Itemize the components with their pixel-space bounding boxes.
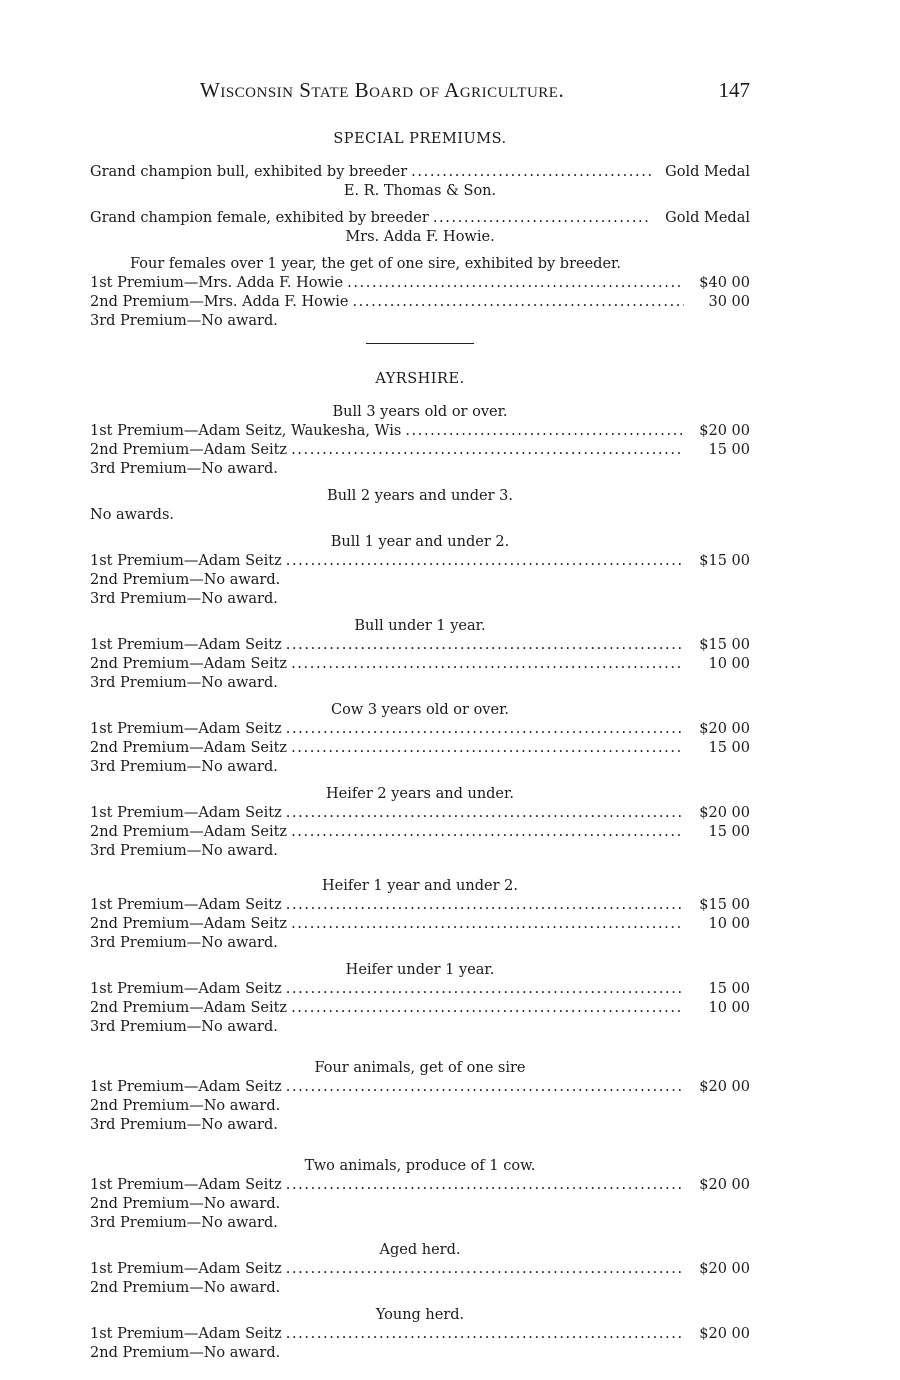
premium-row — [90, 1195, 750, 1214]
row-label: 2nd Premium—No award. — [90, 1345, 281, 1361]
dot-leader — [286, 552, 684, 571]
page-content — [90, 126, 750, 1369]
row-label: 2nd Premium—Adam Seitz — [90, 442, 288, 458]
row-label: 3rd Premium—No award. — [90, 313, 278, 329]
row-label: 1st Premium—Adam Seitz — [90, 981, 282, 997]
row-label: 3rd Premium—No award. — [90, 1117, 278, 1133]
dot-leader — [347, 274, 684, 293]
class-title: Four animals, get of one sire — [314, 1060, 526, 1076]
grand-champion-female-row — [90, 209, 750, 228]
spacer — [90, 861, 750, 867]
spacer — [90, 953, 750, 959]
premium-row — [90, 823, 750, 842]
row-label: 3rd Premium—No award. — [90, 1215, 278, 1231]
dot-leader — [286, 1078, 684, 1097]
row-amount: $20 00 — [699, 1326, 750, 1342]
premium-row — [90, 720, 750, 739]
row-amount: $20 00 — [699, 805, 750, 821]
four-females-intro: Four females over 1 year, the get of one sire, exhibited by breeder. — [130, 256, 621, 272]
premium-row — [90, 655, 750, 674]
running-title: Wisconsin State Board of Agriculture. — [200, 78, 565, 102]
class-title: Heifer 1 year and under 2. — [322, 878, 518, 894]
row-label: 1st Premium—Adam Seitz — [90, 897, 282, 913]
dot-leader — [411, 163, 651, 182]
premium-row — [90, 506, 750, 525]
premium-row — [90, 571, 750, 590]
row-amount: 15 00 — [708, 824, 750, 840]
row-label: 3rd Premium—No award. — [90, 591, 278, 607]
row-label: No awards. — [90, 507, 174, 523]
ayrshire-classes — [90, 403, 750, 1369]
row-label: 1st Premium—Adam Seitz — [90, 637, 282, 653]
special-premiums-title: SPECIAL PREMIUMS. — [333, 131, 507, 147]
row-label: 1st Premium—Adam Seitz — [90, 553, 282, 569]
class-title: Two animals, produce of 1 cow. — [304, 1158, 536, 1174]
spacer — [90, 693, 750, 699]
row-label: 2nd Premium—No award. — [90, 572, 281, 588]
premium-row — [90, 804, 750, 823]
spacer — [90, 1043, 750, 1057]
premium-row — [90, 636, 750, 655]
row-amount: $40 00 — [699, 275, 750, 291]
row-label: 1st Premium—Adam Seitz — [90, 1261, 282, 1277]
dot-leader — [291, 915, 684, 934]
row-amount: Gold Medal — [665, 164, 750, 180]
spacer — [90, 1233, 750, 1239]
spacer — [90, 1298, 750, 1304]
four-females-list — [90, 274, 750, 331]
ayrshire-title: AYRSHIRE. — [375, 371, 465, 387]
row-amount: 10 00 — [708, 916, 750, 932]
row-label: 2nd Premium—Adam Seitz — [90, 656, 288, 672]
row-label: 3rd Premium—No award. — [90, 675, 278, 691]
dot-leader — [286, 980, 684, 999]
spacer — [90, 1363, 750, 1369]
class-title: Heifer 2 years and under. — [326, 786, 514, 802]
premium-row — [90, 1344, 750, 1363]
dot-leader — [286, 1176, 684, 1195]
page-number: 147 — [718, 78, 750, 102]
dot-leader — [291, 655, 684, 674]
dot-leader — [286, 1260, 684, 1279]
row-label: 2nd Premium—No award. — [90, 1196, 281, 1212]
row-label: 3rd Premium—No award. — [90, 935, 278, 951]
premium-row — [90, 915, 750, 934]
row-amount: $20 00 — [699, 721, 750, 737]
class-title: Bull 1 year and under 2. — [330, 534, 510, 550]
premium-row — [90, 1078, 750, 1097]
premium-row — [90, 274, 750, 293]
class-title: Bull under 1 year. — [354, 618, 486, 634]
premium-row — [90, 312, 750, 331]
row-label: 1st Premium—Adam Seitz — [90, 1079, 282, 1095]
row-label: 1st Premium—Mrs. Adda F. Howie — [90, 275, 344, 291]
dot-leader — [291, 441, 684, 460]
premium-row — [90, 1176, 750, 1195]
dot-leader — [286, 804, 684, 823]
premium-row — [90, 552, 750, 571]
grand-champion-bull-row — [90, 163, 750, 182]
premium-row — [90, 842, 750, 861]
dot-leader — [291, 823, 684, 842]
dot-leader — [286, 1325, 684, 1344]
spacer — [90, 777, 750, 783]
dot-leader — [286, 720, 684, 739]
class-title: Aged herd. — [379, 1242, 461, 1258]
premium-row — [90, 422, 750, 441]
row-amount: $20 00 — [699, 1177, 750, 1193]
row-amount: Gold Medal — [665, 210, 750, 226]
row-label: 1st Premium—Adam Seitz — [90, 721, 282, 737]
row-label: 1st Premium—Adam Seitz — [90, 805, 282, 821]
premium-row — [90, 460, 750, 479]
row-amount: $20 00 — [699, 1079, 750, 1095]
premium-row — [90, 980, 750, 999]
premium-row — [90, 590, 750, 609]
premium-row — [90, 739, 750, 758]
premium-row — [90, 999, 750, 1018]
row-label: 1st Premium—Adam Seitz, Waukesha, Wis — [90, 423, 402, 439]
premium-row — [90, 1214, 750, 1233]
row-label: 1st Premium—Adam Seitz — [90, 1326, 282, 1342]
section-divider — [366, 343, 474, 344]
class-title: Young herd. — [375, 1307, 465, 1323]
premium-row — [90, 674, 750, 693]
premium-row — [90, 293, 750, 312]
spacer — [90, 525, 750, 531]
bull-winner: E. R. Thomas & Son. — [343, 183, 497, 199]
row-label: 2nd Premium—Adam Seitz — [90, 916, 288, 932]
premium-row — [90, 896, 750, 915]
row-label: 3rd Premium—No award. — [90, 843, 278, 859]
premium-row — [90, 934, 750, 953]
class-title: Bull 2 years and under 3. — [327, 488, 513, 504]
row-amount: $15 00 — [699, 897, 750, 913]
dot-leader — [352, 293, 684, 312]
spacer — [90, 609, 750, 615]
row-amount: $20 00 — [699, 1261, 750, 1277]
dot-leader — [405, 422, 684, 441]
premium-row — [90, 441, 750, 460]
row-amount: 15 00 — [708, 442, 750, 458]
row-label: 3rd Premium—No award. — [90, 1019, 278, 1035]
row-amount: 15 00 — [708, 740, 750, 756]
row-label: Grand champion bull, exhibited by breeder — [90, 164, 408, 180]
row-label: 2nd Premium—Adam Seitz — [90, 740, 288, 756]
dot-leader — [433, 209, 651, 228]
row-amount: $15 00 — [699, 553, 750, 569]
female-winner: Mrs. Adda F. Howie. — [345, 229, 495, 245]
row-label: 2nd Premium—Adam Seitz — [90, 824, 288, 840]
row-label: Grand champion female, exhibited by breeder — [90, 210, 429, 226]
premium-row — [90, 1018, 750, 1037]
row-amount: $20 00 — [699, 423, 750, 439]
spacer — [90, 479, 750, 485]
row-amount: $15 00 — [699, 637, 750, 653]
row-label: 3rd Premium—No award. — [90, 461, 278, 477]
class-title: Heifer under 1 year. — [345, 962, 495, 978]
premium-row — [90, 758, 750, 777]
class-title: Cow 3 years old or over. — [330, 702, 510, 718]
dot-leader — [291, 739, 684, 758]
premium-row — [90, 1116, 750, 1135]
row-label: 2nd Premium—No award. — [90, 1280, 281, 1296]
dot-leader — [291, 999, 684, 1018]
row-amount: 15 00 — [708, 981, 750, 997]
dot-leader — [286, 636, 684, 655]
row-label: 2nd Premium—Mrs. Adda F. Howie — [90, 294, 349, 310]
premium-row — [90, 1325, 750, 1344]
row-amount: 10 00 — [708, 1000, 750, 1016]
premium-row — [90, 1097, 750, 1116]
row-label: 1st Premium—Adam Seitz — [90, 1177, 282, 1193]
row-label: 2nd Premium—No award. — [90, 1098, 281, 1114]
spacer — [90, 1141, 750, 1155]
premium-row — [90, 1260, 750, 1279]
row-amount: 10 00 — [708, 656, 750, 672]
premium-row — [90, 1279, 750, 1298]
row-label: 2nd Premium—Adam Seitz — [90, 1000, 288, 1016]
class-title: Bull 3 years old or over. — [332, 404, 508, 420]
row-amount: 30 00 — [708, 294, 750, 310]
dot-leader — [286, 896, 684, 915]
row-label: 3rd Premium—No award. — [90, 759, 278, 775]
page-header — [200, 78, 750, 106]
